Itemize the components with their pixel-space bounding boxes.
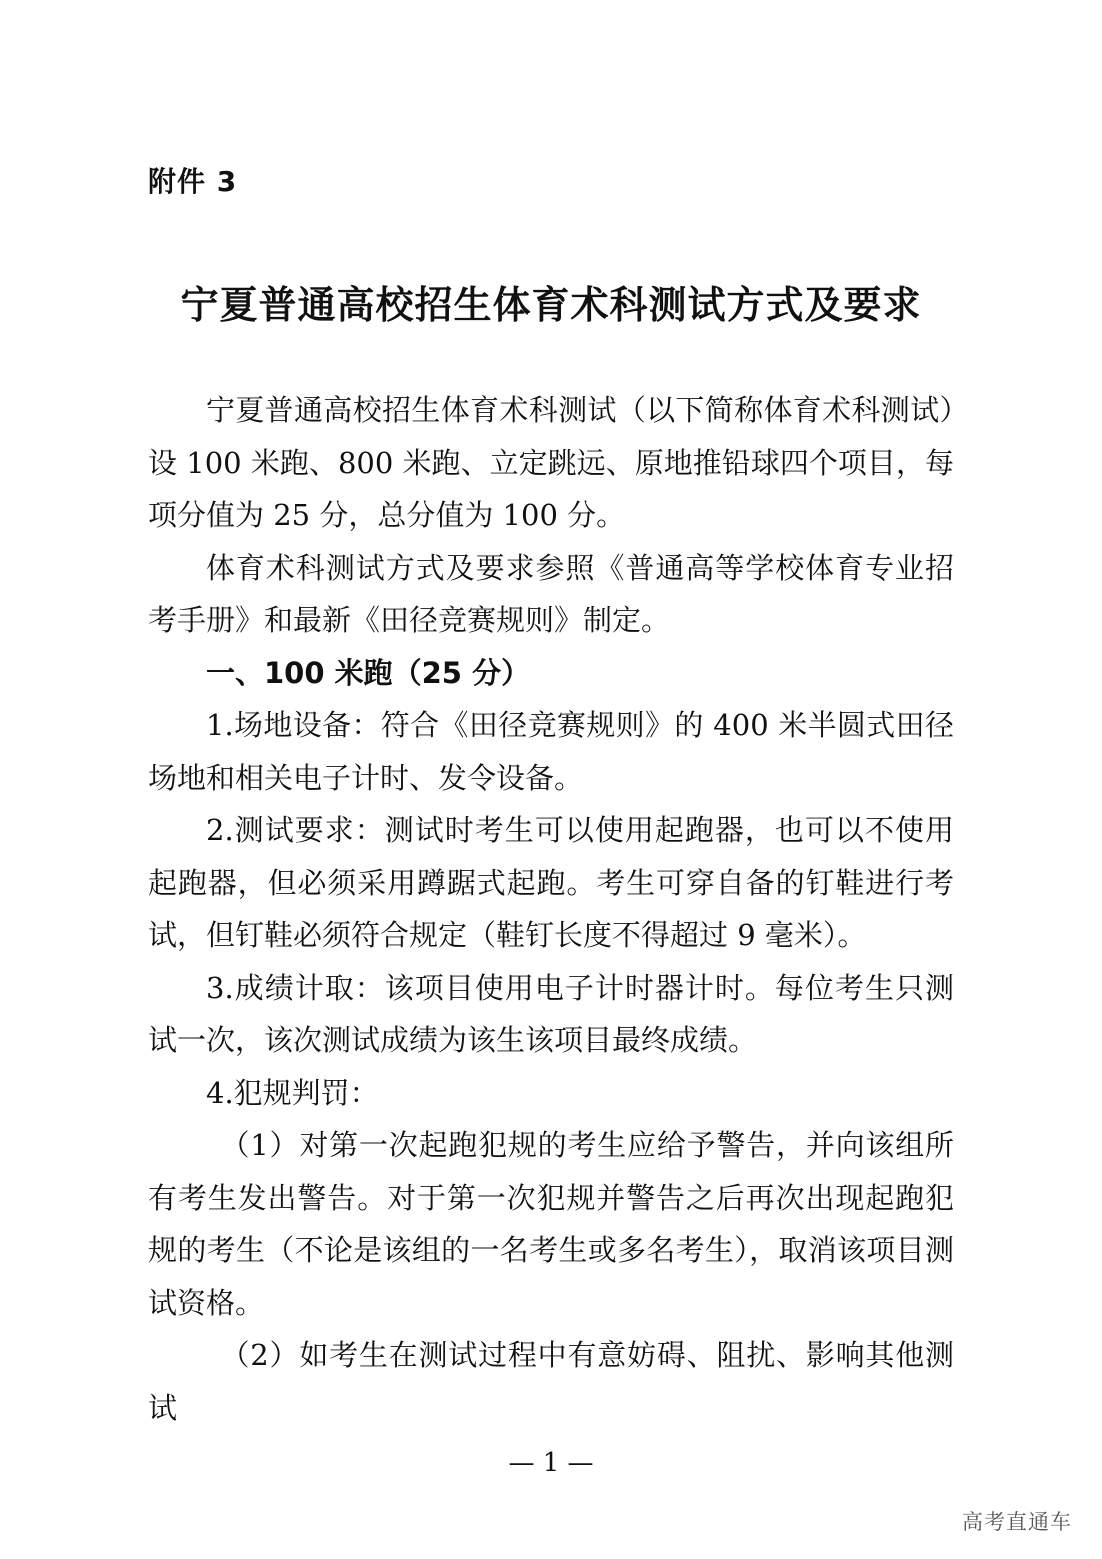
paragraph-foul-rule-1: （1）对第一次起跑犯规的考生应给予警告，并向该组所有考生发出警告。对于第一次犯规并警告之后再次出现起跑犯规的考生（不论是该组的一名考生或多名考生），取消该项目测试资格。 <box>148 1128 954 1320</box>
document-title: 宁夏普通高校招生体育术科测试方式及要求 <box>180 282 922 327</box>
paragraph-intro: 宁夏普通高校招生体育术科测试（以下简称体育术科测试）设 100 米跑、800 米跑、立定跳远、原地推铅球四个项目，每项分值为 25 分，总分值为 100 分。 <box>148 393 954 532</box>
paragraph-venue-equipment: 1.场地设备：符合《田径竞赛规则》的 400 米半圆式田径场地和相关电子计时、发令设备。 <box>148 708 954 795</box>
watermark: 高考直通车 <box>962 1510 1072 1534</box>
paragraph-reference: 体育术科测试方式及要求参照《普通高等学校体育专业招考手册》和最新《田径竞赛规则》制定。 <box>148 550 954 637</box>
attachment-label: 附件 3 <box>148 165 238 198</box>
paragraph-foul-penalties: 4.犯规判罚： <box>206 1075 379 1110</box>
paragraph-foul-rule-2: （2）如考生在测试过程中有意妨碍、阻扰、影响其他测试 <box>148 1338 954 1425</box>
document-body <box>148 384 954 1434</box>
paragraph-test-requirements: 2.测试要求：测试时考生可以使用起跑器，也可以不使用起跑器，但必须采用蹲踞式起跑。考生可穿自备的钉鞋进行考试，但钉鞋必须符合规定（鞋钉长度不得超过 9 毫米）。 <box>148 813 954 952</box>
section-heading-100m: 一、100 米跑（25 分） <box>206 655 531 690</box>
page-number: — 1 — <box>508 1448 594 1478</box>
paragraph-score-recording: 3.成绩计取：该项目使用电子计时器计时。每位考生只测试一次，该次测试成绩为该生该项目最终成绩。 <box>148 970 954 1057</box>
